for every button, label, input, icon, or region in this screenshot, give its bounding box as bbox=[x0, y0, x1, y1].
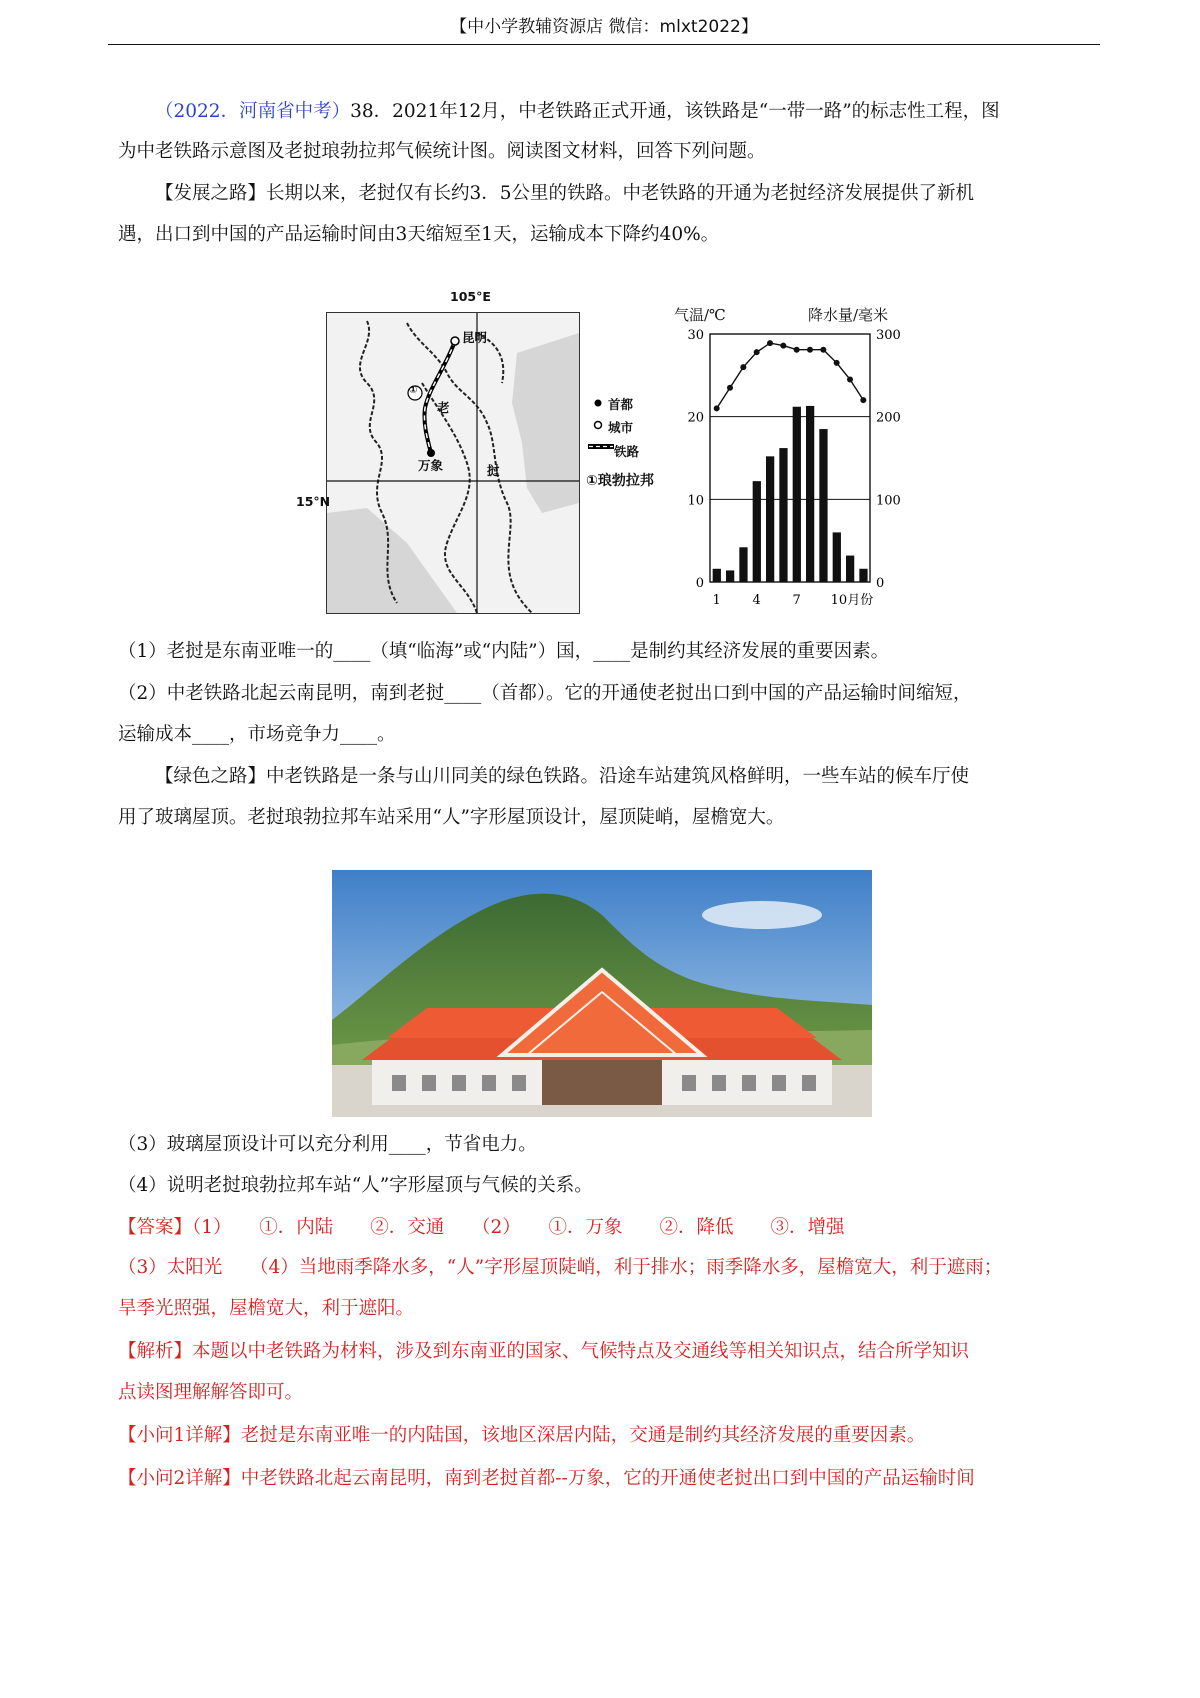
temperature-point bbox=[794, 347, 800, 353]
precip-bar bbox=[806, 406, 814, 582]
question-3: （3）玻璃屋顶设计可以充分利用____，节省电力。 bbox=[118, 1134, 537, 1155]
y2-tick-label: 200 bbox=[876, 410, 901, 426]
lao-label-1: 老 bbox=[437, 400, 450, 415]
intro-text-2: 为中老铁路示意图及老挝琅勃拉邦气候统计图。阅读图文材料，回答下列问题。 bbox=[118, 141, 766, 162]
x-tick-label: 4 bbox=[752, 593, 761, 608]
question-2-line-1: （2）中老铁路北起云南昆明，南到老挝____（首都）。它的开通使老挝出口到中国的产品运输时间缩短， bbox=[118, 683, 972, 704]
legend-luangprabang: ①琅勃拉邦 bbox=[586, 473, 654, 489]
answer-line-3: 旱季光照强，屋檐宽大，利于遮阳。 bbox=[118, 1298, 415, 1319]
temperature-point bbox=[727, 385, 733, 391]
kunming-city-marker bbox=[451, 337, 459, 345]
lon-label: 105°E bbox=[450, 289, 491, 304]
precip-bar bbox=[739, 547, 747, 582]
intro-text-1: 38．2021年12月，中老铁路正式开通，该铁路是“一带一路”的标志性工程，图 bbox=[350, 101, 1000, 122]
kunming-label: 昆明 bbox=[462, 330, 488, 345]
precip-bar bbox=[753, 481, 761, 582]
temperature-point bbox=[767, 340, 773, 346]
answer-line-1 bbox=[118, 1214, 1102, 1242]
question-source: （2022．河南省中考） bbox=[155, 101, 351, 122]
temperature-point bbox=[847, 376, 853, 382]
y-tick-label: 10 bbox=[687, 493, 704, 509]
temperature-line bbox=[717, 343, 864, 408]
temperature-point bbox=[834, 360, 840, 366]
legend-capital-symbol bbox=[595, 400, 602, 407]
temperature-point bbox=[740, 364, 746, 370]
station-photo-drawing bbox=[332, 870, 872, 1117]
temperature-point bbox=[714, 405, 720, 411]
chart-ylabel: 气温/℃ bbox=[674, 306, 726, 324]
answer-line-2: （3）太阳光 （4）当地雨季降水多，“人”字形屋顶陡峭，利于排水；雨季降水多，屋檐宽大，利于遮雨； bbox=[118, 1257, 1003, 1278]
temperature-point bbox=[807, 347, 813, 353]
lat-label: 15°N bbox=[296, 494, 331, 509]
detail-2-text: 中老铁路北起云南昆明，南到老挝首都--万象，它的开通使老挝出口到中国的产品运输时间 bbox=[240, 1468, 975, 1489]
precip-bar bbox=[833, 532, 841, 582]
y-tick-label: 20 bbox=[687, 410, 704, 426]
temperature-point bbox=[754, 349, 760, 355]
analysis-text-1: 本题以中老铁路为材料，涉及到东南亚的国家、气候特点及交通线等相关知识点，结合所学知识 bbox=[192, 1341, 970, 1362]
analysis-line-1 bbox=[118, 1338, 1102, 1366]
x-tick-label: 7 bbox=[792, 593, 801, 608]
legend-railway: 铁路 bbox=[614, 444, 640, 459]
y-tick-label: 30 bbox=[687, 328, 704, 343]
railway-line bbox=[424, 341, 455, 453]
detail-1-text: 老挝是东南亚唯一的内陆国，该地区深居内陆，交通是制约其经济发展的重要因素。 bbox=[240, 1425, 926, 1446]
detail-1 bbox=[118, 1422, 1102, 1450]
question-4: （4）说明老挝琅勃拉邦车站“人”字形屋顶与气候的关系。 bbox=[118, 1175, 593, 1196]
lao-label-2: 挝 bbox=[487, 463, 500, 478]
map-drawing bbox=[327, 313, 579, 613]
precip-bar bbox=[766, 456, 774, 582]
luangprabang-number: ① bbox=[409, 385, 418, 396]
question-1: （1）老挝是东南亚唯一的____（填“临海”或“内陆”）国，____是制约其经济发展的重要因素。 bbox=[118, 641, 890, 662]
question-intro bbox=[118, 98, 1102, 126]
detail-2 bbox=[118, 1465, 1102, 1493]
dev-line-1: 【发展之路】长期以来，老挝仅有长约3．5公里的铁路。中老铁路的开通为老挝经济发展提供了新机 bbox=[155, 183, 975, 204]
precip-bar bbox=[819, 429, 827, 582]
y2-tick-label: 300 bbox=[876, 328, 901, 343]
answer-text-1: （1） ①．内陆 ②．交通 （2） ①．万象 ②．降低 ③．增强 bbox=[192, 1217, 845, 1238]
climate-chart bbox=[668, 298, 908, 620]
map-gulf bbox=[327, 508, 457, 613]
y2-tick-label: 100 bbox=[876, 493, 901, 509]
precip-bar bbox=[713, 569, 721, 582]
climate-chart-svg bbox=[668, 324, 908, 620]
x-tick-label: 1 bbox=[712, 593, 721, 608]
station-photo bbox=[332, 870, 872, 1117]
precip-bar bbox=[846, 556, 854, 582]
chart-frame bbox=[710, 334, 870, 582]
y2-tick-label: 0 bbox=[876, 576, 885, 591]
question-2-line-2: 运输成本____，市场竞争力____。 bbox=[118, 724, 396, 745]
precip-bar bbox=[793, 407, 801, 582]
analysis-label: 【解析】 bbox=[118, 1341, 193, 1362]
legend-city-symbol bbox=[595, 422, 602, 429]
station-entrance bbox=[542, 1055, 662, 1105]
precip-bar bbox=[859, 569, 867, 582]
green-line-2: 用了玻璃屋顶。老挝琅勃拉邦车站采用“人”字形屋顶设计，屋顶陡峭，屋檐宽大。 bbox=[118, 807, 785, 828]
dev-line-2: 遇，出口到中国的产品运输时间由3天缩短至1天，运输成本下降约40%。 bbox=[118, 224, 720, 245]
detail-1-label: 【小问1详解】 bbox=[118, 1425, 241, 1446]
vientiane-label: 万象 bbox=[418, 458, 444, 473]
precip-bar bbox=[726, 570, 734, 582]
temperature-point bbox=[780, 343, 786, 349]
railway-map bbox=[326, 289, 580, 614]
y-tick-label: 0 bbox=[695, 576, 704, 591]
page-header: 【中小学教辅资源店 微信：mlxt2022】 bbox=[450, 17, 758, 37]
green-line-1: 【绿色之路】中老铁路是一条与山川同美的绿色铁路。沿途车站建筑风格鲜明，一些车站的候车厅使 bbox=[155, 766, 970, 787]
photo-cloud bbox=[702, 901, 822, 929]
temperature-point bbox=[820, 347, 826, 353]
precip-bar bbox=[779, 448, 787, 582]
map-sea bbox=[512, 333, 579, 513]
detail-2-label: 【小问2详解】 bbox=[118, 1468, 241, 1489]
legend-capital: 首都 bbox=[608, 397, 634, 412]
x-tick-label: 10月份 bbox=[830, 593, 874, 608]
answer-label: 【答案】 bbox=[118, 1217, 193, 1238]
analysis-line-2: 点读图理解解答即可。 bbox=[118, 1382, 304, 1403]
chart-y2label: 降水量/毫米 bbox=[808, 306, 889, 324]
legend-city: 城市 bbox=[608, 420, 634, 435]
header-rule bbox=[108, 44, 1100, 45]
temperature-point bbox=[860, 397, 866, 403]
